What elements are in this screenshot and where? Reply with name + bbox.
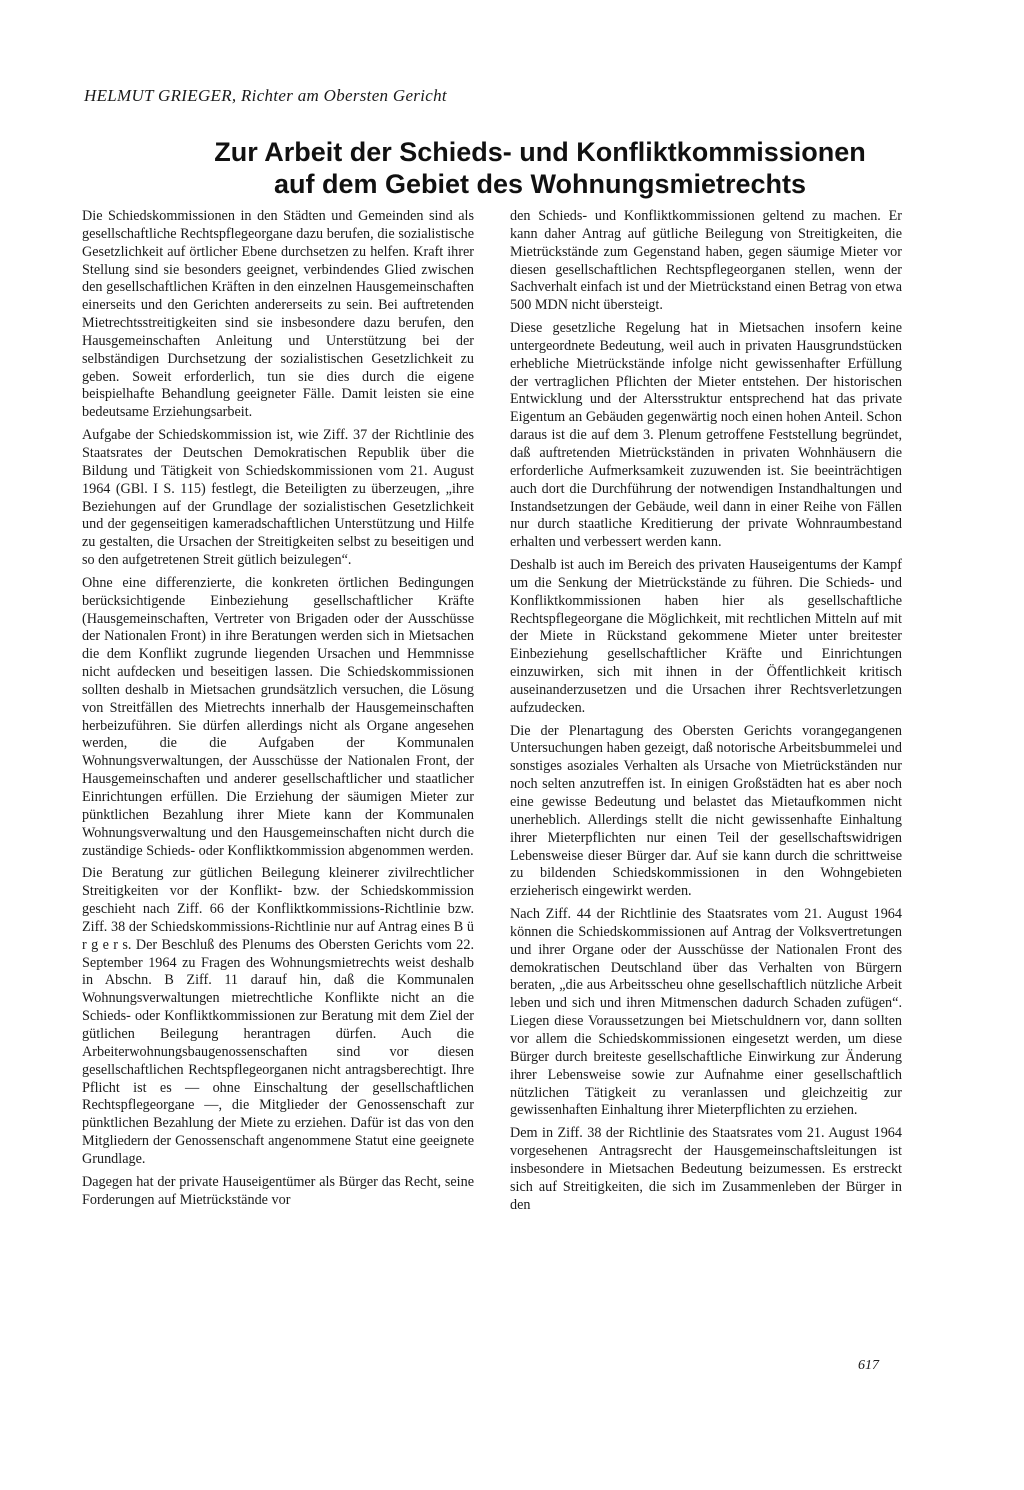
paragraph: den Schieds- und Konfliktkommissionen geltend zu machen. Er kann daher Antrag auf gütliche Beilegung von Streitigkeiten, die Mietrückstände zum Gegenstand haben, gegen säumige Mieter vor diesen gesellschaftlichen Rechtspflegeorganen stellen, wenn der Sachverhalt einfach ist und der Mietrückstand einen Betrag von etwa 500 MDN nicht übersteigt. xyxy=(510,208,902,314)
right-column xyxy=(510,208,902,1219)
paragraph: Dem in Ziff. 38 der Richtlinie des Staatsrates vom 21. August 1964 vorgesehenen Antragsrecht der Hausgemeinschaftsleitungen ist insbesondere in Mietsachen Bedeutung beizumessen. Es erstreckt sich auf Streitigkeiten, die sich im Zusammenleben der Bürger in den xyxy=(510,1125,902,1213)
article-title-line-2: auf dem Gebiet des Wohnungsmietrechts xyxy=(273,169,807,199)
article-title xyxy=(150,136,930,200)
paragraph: Die der Plenartagung des Obersten Gerichts vorangegangenen Untersuchungen haben gezeigt, daß notorische Arbeitsbummelei und sonstiges asoziales Verhalten als Ursache von Mietrückständen nur noch selten anzutreffen ist. In einigen Großstädten hat es aber noch eine gewisse Bedeutung und belastet das Mietaufkommen nicht unerheblich. Allerdings stellt die nicht gewissenhafte Einhaltung ihrer Mieterpflichten nur einen Teil der gesellschaftswidrigen Lebensweise dieser Bürger dar. Auf sie kann durch die schrittweise zu bildenden Schiedskommissionen in den Wohngebieten erzieherisch eingewirkt werden. xyxy=(510,722,902,900)
paragraph: Deshalb ist auch im Bereich des privaten Hauseigentums der Kampf um die Senkung der Mietrückstände zu führen. Die Schieds- und Konfliktkommissionen haben hier als gesellschaftliche Rechtspflegeorgane die Möglichkeit, mit rechtlichen Mitteln auf mit der Miete in Rückstand gekommene Mieter unter breitester Einbeziehung gesellschaftlicher Kräfte und Einrichtungen einzuwirken, sich mit ihnen in der Öffentlichkeit kritisch auseinanderzusetzen und die Ursachen ihrer Rechtsverletzungen aufzudecken. xyxy=(510,557,902,716)
paragraph: Dagegen hat der private Hauseigentümer als Bürger das Recht, seine Forderungen auf Mietrückstände vor xyxy=(82,1173,474,1208)
author-line: HELMUT GRIEGER, Richter am Obersten Gericht xyxy=(84,86,447,105)
paragraph: Die Schiedskommissionen in den Städten und Gemeinden sind als gesellschaftliche Rechtspflegeorgane dazu berufen, die sozialistische Gesetzlichkeit auf örtlicher Ebene durchsetzen zu helfen. Kraft ihrer Stellung sind sie besonders geeignet, verbindendes Glied zwischen den gesellschaftlichen Kräften in den einzelnen Hausgemeinschaften einerseits und den Gerichten andererseits zu sein. Bei auftretenden Mietrechtsstreitigkeiten sind sie insbesondere dazu berufen, den Hausgemeinschaften Anleitung und Unterstützung bei der selbständigen Durchsetzung der sozialistischen Gesetzlichkeit zu geben. Soweit erforderlich, tun sie dies durch die eigene beispielhafte Behandlung geeigneter Fälle. Damit leisten sie eine bedeutsame Erziehungsarbeit. xyxy=(82,208,474,421)
paragraph: Aufgabe der Schiedskommission ist, wie Ziff. 37 der Richtlinie des Staatsrates der Deutschen Demokratischen Republik über die Bildung und Tätigkeit von Schiedskommissionen vom 21. August 1964 (GBl. I S. 115) festlegt, die Beteiligten zu überzeugen, „ihre Beziehungen auf der Grundlage der sozialistischen Gesetzlichkeit und der gegenseitigen kameradschaftlichen Unterstützung und Hilfe zu gestalten, die Ursachen der Streitigkeiten selbst zu beseitigen und so den aufgetretenen Streit gütlich beizulegen“. xyxy=(82,427,474,569)
paragraph: Nach Ziff. 44 der Richtlinie des Staatsrates vom 21. August 1964 können die Schiedskommissionen auf Antrag der Volksvertretungen und ihrer Organe oder der Ausschüsse der Nationalen Front des demokratischen Deutschland über das Verhalten von Bürgern beraten, „die aus Arbeitsscheu ohne gesellschaftlich nützliche Arbeit leben und sich und ihren Mitmenschen dadurch Schaden zufügen“. Liegen diese Voraussetzungen bei Mietschuldnern vor, dann sollten vor allem die Schiedskommissionen eingesetzt werden, um diese Bürger durch breiteste gesellschaftliche Einwirkung zur Änderung ihrer Lebensweise sowie zur Aufnahme einer gesellschaftlich nützlichen Tätigkeit zu veranlassen und gleichzeitig zur gewissenhaften Einhaltung ihrer Mieterpflichten zu erziehen. xyxy=(510,906,902,1119)
page-number: 617 xyxy=(858,1358,879,1373)
paragraph: Diese gesetzliche Regelung hat in Mietsachen insofern keine untergeordnete Bedeutung, weil auch in privaten Hausgrundstücken erhebliche Mietrückstände infolge nicht gewissenhafter Erfüllung der vertraglichen Pflichten der Mieter entstehen. Der historischen Entwicklung und der Altersstruktur entsprechend hat das private Eigentum an Gebäuden gegenwärtig noch einen hohen Anteil. Schon daraus ist die auf dem 3. Plenum getroffene Feststellung begründet, daß auftretenden Mietrückständen in privaten Wohnhäusern die erforderliche Aufmerksamkeit zuzuwenden ist. Sie beeinträchtigen auch dort die Durchführung der notwendigen Instandhaltungen und Instandsetzungen der Gebäude, weil dann in einer Reihe von Fällen nur durch staatliche Kreditierung der private Wohnraumbestand erhalten und verbessert werden kann. xyxy=(510,320,902,551)
article-title-line-1: Zur Arbeit der Schieds- und Konfliktkommissionen xyxy=(214,137,866,167)
paragraph: Die Beratung zur gütlichen Beilegung kleinerer zivilrechtlicher Streitigkeiten vor der Konflikt- bzw. der Schiedskommission geschieht nach Ziff. 66 der Konfliktkommissions-Richtlinie bzw. Ziff. 38 der Schiedskommissions-Richtlinie nur auf Antrag eines B ü r g e r s. Der Beschluß des Plenums des Obersten Gerichts vom 22. September 1964 zu Fragen des Wohnungsmietrechts weist deshalb in Abschn. B Ziff. 11 darauf hin, daß die Kommunalen Wohnungsverwaltungen mietrechtliche Konflikte nicht an die Schieds- oder Konfliktkommissionen zur Beratung mit dem Ziel der gütlichen Beilegung herantragen dürfen. Auch die Arbeiterwohnungsbaugenossenschaften sind vor diesen gesellschaftlichen Rechtspflegeorganen nicht antragsberechtigt. Ihre Pflicht ist es — ohne Einschaltung der gesellschaftlichen Rechtspflegeorgane —, die Mitglieder der Genossenschaft zur pünktlichen Bezahlung der Miete zu erziehen. Dafür ist das von den Mitgliedern der Genossenschaft angenommene Statut eine geeignete Grundlage. xyxy=(82,865,474,1167)
left-column xyxy=(82,208,474,1214)
paragraph: Ohne eine differenzierte, die konkreten örtlichen Bedingungen berücksichtigende Einbeziehung gesellschaftlicher Kräfte (Hausgemeinschaften, Vertreter von Brigaden oder der Ausschüsse der Nationalen Front) in ihre Beratungen werden sich in Mietsachen die dem Konflikt zugrunde liegenden Ursachen und Hemmnisse nicht aufdecken und beseitigen lassen. Die Schiedskommissionen sollten deshalb in Mietsachen grundsätzlich versuchen, die Lösung von Streitfällen des Mietrechts innerhalb der Hausgemeinschaften herbeizuführen. Sie dürfen allerdings nicht als Organe angesehen werden, die die Aufgaben der Kommunalen Wohnungsverwaltungen, der Ausschüsse der Nationalen Front, der Hausgemeinschaften und anderer gesellschaftlicher und staatlicher Einrichtungen erfüllen. Die Erziehung der säumigen Mieter zur pünktlichen Bezahlung ihrer Miete kann der Kommunalen Wohnungsverwaltung und den Hausgemeinschaften nicht durch die zuständige Schieds- oder Konfliktkommission abgenommen werden. xyxy=(82,574,474,859)
